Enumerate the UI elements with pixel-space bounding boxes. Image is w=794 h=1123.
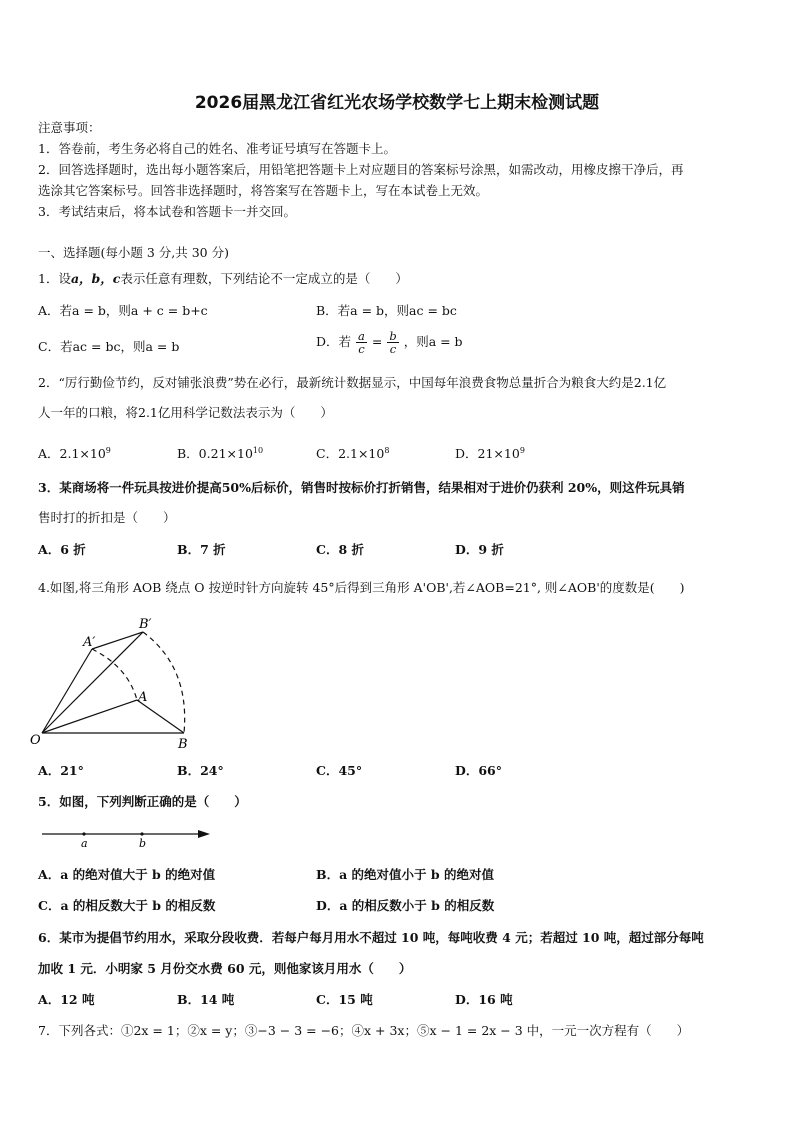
q1-option-b: B．若a = b，则ac = bc xyxy=(316,303,457,318)
q5-option-d: D．a 的相反数小于 b 的相反数 xyxy=(316,898,495,913)
q6-option-a: A．12 吨 xyxy=(38,992,95,1007)
q2-option-d-exponent: 9 xyxy=(519,446,525,455)
q1-fraction-a-over-c xyxy=(356,330,367,355)
question-3-line-2: 售时打的折扣是（ ） xyxy=(38,510,176,525)
q2-option-a-base: A．2.1×10 xyxy=(38,446,106,462)
fraction-denominator: c xyxy=(389,342,397,356)
question-2-line-1: 2．“厉行勤俭节约，反对铺张浪费”势在必行，最新统计数据显示，中国每年浪费食物总量折合为粮食大约是2.1亿 xyxy=(38,375,667,390)
number-line-arrow xyxy=(198,830,210,838)
notice-item-2: 2．回答选择题时，选出每小题答案后，用铅笔把答题卡上对应题目的答案标号涂黑，如需改动，用橡皮擦干净后，再 xyxy=(38,162,684,177)
q1-stem-vars: a，b，c xyxy=(70,271,121,286)
q2-option-c-base: C．2.1×10 xyxy=(316,446,385,462)
arc-A-to-A-prime xyxy=(92,649,137,700)
q2-option-b xyxy=(177,443,263,462)
q5-option-b: B．a 的绝对值小于 b 的绝对值 xyxy=(316,867,494,882)
equals-sign: = xyxy=(371,334,383,349)
question-3-line-1: 3．某商场将一件玩具按进价提高50%后标价，销售时按标价打折销售，结果相对于进价仍获利 20%，则这件玩具销 xyxy=(38,480,685,495)
label-A-prime: A′ xyxy=(83,635,96,650)
q3-option-c: C．8 折 xyxy=(316,542,364,557)
rotation-triangle-figure xyxy=(30,612,205,752)
q2-option-b-base: B．0.21×10 xyxy=(177,446,253,462)
notice-item-3: 3．考试结束后，将本试卷和答题卡一并交回。 xyxy=(38,204,296,219)
q1-fraction-b-over-c xyxy=(387,330,398,355)
q1-option-a: A．若a = b，则a + c = b+c xyxy=(38,303,208,318)
question-5-stem: 5．如图，下列判断正确的是（ ） xyxy=(38,794,247,809)
q5-option-a: A．a 的绝对值大于 b 的绝对值 xyxy=(38,867,216,882)
question-6-line-1: 6．某市为提倡节约用水，采取分段收费．若每户每月用水不超过 10 吨，每吨收费 4 元；若超过 10 吨，超过部分每吨 xyxy=(38,930,704,945)
label-O: O xyxy=(30,733,41,748)
label-a: a xyxy=(81,837,88,850)
q3-option-a: A．6 折 xyxy=(38,542,86,557)
q1-option-d-pre: D．若 xyxy=(316,334,352,349)
q1-option-c: C．若ac = bc，则a = b xyxy=(38,339,180,354)
q6-option-b: B．14 吨 xyxy=(177,992,235,1007)
point-b xyxy=(140,832,143,835)
section-heading: 一、选择题(每小题 3 分,共 30 分) xyxy=(38,245,229,260)
fraction-denominator: c xyxy=(358,342,365,356)
q4-option-b: B．24° xyxy=(177,763,224,778)
q1-stem-b: 表示任意有理数，下列结论不一定成立的是（ ） xyxy=(120,271,408,286)
question-7-stem: 7．下列各式：①2x = 1；②x = y；③−3 − 3 = −6；④x + 3x；⑤x − 1 = 2x − 3 中，一元一次方程有（ ） xyxy=(38,1023,690,1038)
arc-B-to-B-prime xyxy=(143,632,185,733)
q3-option-d: D．9 折 xyxy=(455,542,504,557)
label-A: A xyxy=(138,690,148,705)
segment-OA xyxy=(42,700,137,733)
q2-option-d-base: D．21×10 xyxy=(455,446,520,462)
q2-option-a-exponent: 9 xyxy=(105,446,111,455)
notice-heading: 注意事项： xyxy=(38,120,101,135)
question-4-stem: 4.如图,将三角形 AOB 绕点 O 按逆时针方向旋转 45°后得到三角形 A'OB',若∠AOB=21°, 则∠AOB'的度数是( ) xyxy=(38,580,685,595)
number-line-figure xyxy=(38,822,218,852)
question-1-stem xyxy=(38,271,408,287)
q4-option-d: D．66° xyxy=(455,763,502,778)
q2-option-a xyxy=(38,443,111,462)
fraction-numerator: b xyxy=(389,329,397,343)
q2-option-b-exponent: 10 xyxy=(252,446,264,455)
point-a xyxy=(82,832,85,835)
q3-option-b: B．7 折 xyxy=(177,542,226,557)
q6-option-c: C．15 吨 xyxy=(316,992,373,1007)
notice-item-1: 1．答卷前，考生务必将自己的姓名、准考证号填写在答题卡上。 xyxy=(38,141,396,156)
q1-option-d xyxy=(316,330,463,355)
q1-stem-a: 1．设 xyxy=(38,271,71,286)
segment-A-prime-B-prime xyxy=(92,632,143,649)
fraction-numerator: a xyxy=(358,329,365,343)
notice-item-2-cont: 选涂其它答案标号。回答非选择题时，将答案写在答题卡上，写在本试卷上无效。 xyxy=(38,183,489,198)
page-title: 2026届黑龙江省红光农场学校数学七上期末检测试题 xyxy=(194,93,600,113)
q4-option-a: A．21° xyxy=(38,763,84,778)
question-2-line-2: 人一年的口粮，将2.1亿用科学记数法表示为（ ） xyxy=(38,405,333,420)
q5-option-c: C．a 的相反数大于 b 的相反数 xyxy=(38,898,216,913)
q2-option-c-exponent: 8 xyxy=(384,446,390,455)
label-B: B xyxy=(178,737,188,752)
question-6-line-2: 加收 1 元．小明家 5 月份交水费 60 元，则他家该月用水（ ） xyxy=(38,961,412,976)
label-B-prime: B′ xyxy=(139,617,152,632)
q2-option-d xyxy=(455,443,525,462)
q1-option-d-post: ，则a = b xyxy=(403,334,463,349)
q6-option-d: D．16 吨 xyxy=(455,992,513,1007)
q2-option-c xyxy=(316,443,389,462)
label-b: b xyxy=(139,837,147,850)
q4-option-c: C．45° xyxy=(316,763,363,778)
